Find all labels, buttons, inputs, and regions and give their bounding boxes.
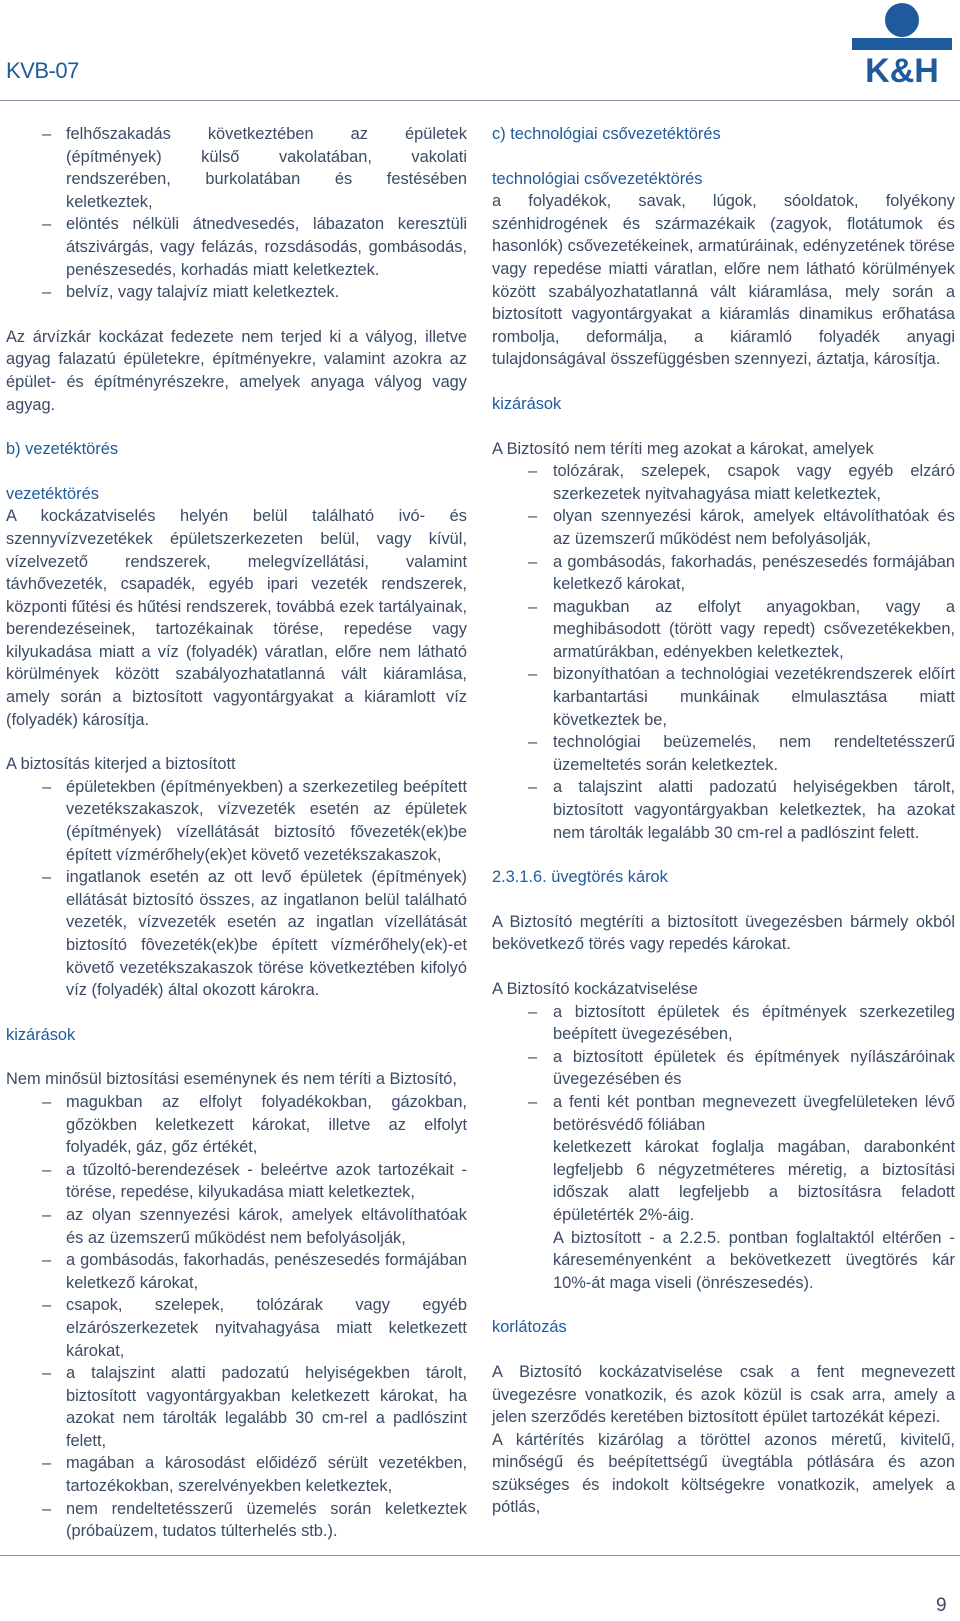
subsection-heading: vezetéktörés bbox=[6, 484, 99, 503]
document-code: KVB-07 bbox=[6, 58, 79, 83]
limitation-heading: korlátozás bbox=[492, 1318, 567, 1337]
exclusions-heading: kizárások bbox=[492, 394, 562, 413]
pipe-paragraph: A kockázatviselés helyén belül található ivó- és szennyvízvezetékek épületszerkezeten belül, vagy kívül, vízelvezető rendszerek, melegvízellátási, valamint távhővezeték, csapadék, egyéb ipari vezeték rendszerek, központi fűtési és hűtési rendszerek, továbbá ezek tartályainak, berendezéseinek, tartozékainak törése, repedése vagy kilyukadása miatt a víz (folyadék) váratlan, előre nem látható körülmények között szabályozhatatlanná vált kiáramlása, amely során a biztosított vagyontárgyakat a kiáramlott víz (folyadék) károsítja. bbox=[6, 507, 467, 729]
extends-intro: A biztosítás kiterjed a biztosított bbox=[6, 755, 236, 774]
right-column bbox=[492, 123, 955, 1519]
flood-paragraph: Az árvízkár kockázat fedezete nem terjed ki a vályog, illetve agyag falazatú épületekre, építményekre, valamint azokra az épület- és építményrészekre, amelyek anyaga vályog vagy agyag. bbox=[6, 327, 467, 414]
list-item: – a talajszint alatti padozatú helyiségekben tárolt, biztosított vagyontárgyakban keletkeztek, ha azokat nem tárolták legalább 30 cm-rel a padlószint felett. bbox=[528, 778, 955, 842]
limitation-paragraph: A kártérítés kizárólag a töröttel azonos méretű, kivitelű, minőségű és beépítettségű üvegtábla pótlására és azon szükséges és indokolt költségekre vonatkozik, amelyek a pótlás, bbox=[492, 1430, 955, 1517]
exclusions-heading: kizárások bbox=[6, 1025, 76, 1044]
list-item: – magában a károsodást előidéző sérült vezetékben, tartozékokban, szerelvényekben keletkeztek, bbox=[42, 1454, 467, 1496]
list-item: – a fenti két pontban megnevezett üvegfelületeken lévő betörésvédő fóliában bbox=[528, 1092, 955, 1134]
list-item: – az olyan szennyezési károk, amelyek eltávolíthatóak és az üzemszerű működést nem befolyásolják, bbox=[42, 1205, 467, 1247]
list-item: – ingatlanok esetén az ott levő épületek (építmények) ellátását biztosító összes, az ingatlanon belül található vezeték, vízvezeték esetén az ingatlan vízellátását biztosító fôvezeték(ek)be épített vízmérőhely(ek)-et követő vezetékszakaszok törése következtében kifolyó víz (folyadék) által okozott károkra. bbox=[42, 868, 467, 1000]
list-item: – a tűzoltó-berendezések - beleértve azok tartozékait - törése, repedése, kilyukadása miatt keletkeztek, bbox=[42, 1160, 467, 1202]
list-item: – elöntés nélküli átnedvesedés, lábazaton keresztüli átszivárgás, vagy felázás, rozsdásodás, gombásodás, penészesedés, korhadás miatt keletkeztek. bbox=[42, 215, 467, 279]
list-item: – olyan szennyezési károk, amelyek eltávolíthatóak és az üzemszerű működést nem befolyásolják, bbox=[528, 507, 955, 548]
footer-divider bbox=[0, 1555, 960, 1556]
list-item: – magukban az elfolyt folyadékokban, gázokban, gőzökben keletkezett károkat, illetve az elfolyt folyadék, gáz, gőz értékét, bbox=[42, 1092, 467, 1157]
list-item: – bizonyíthatóan a technológiai vezetékrendszerek előírt karbantartási munkáinak elmulasztása miatt következtek be, bbox=[528, 665, 955, 729]
section-heading: b) vezetéktörés bbox=[6, 440, 119, 459]
list-item: – magukban az elfolyt anyagokban, vagy a meghibásodott (törött vagy repedt) csővezetékekben, armatúrákban, edényekben keletkeztek, bbox=[528, 597, 955, 661]
list-item: – csapok, szelepek, tolózárak vagy egyéb elzárószerkezetek nyitvahagyása miatt keletkezett károkat, bbox=[42, 1296, 467, 1360]
glass-paragraph: A Biztosító megtéríti a biztosított üvegezésben bármely okból bekövetkező törés vagy repedés károkat. bbox=[492, 912, 955, 954]
section-heading: c) technológiai csővezetéktörés bbox=[492, 125, 721, 143]
section-heading: 2.3.1.6. üvegtörés károk bbox=[492, 868, 668, 887]
subsection-heading: technológiai csővezetéktörés bbox=[492, 169, 703, 188]
list-item: – a biztosított épületek és építmények szerkezetileg beépített üvegezésében, bbox=[528, 1002, 955, 1044]
list-item: – tolózárak, szelepek, csapok vagy egyéb elzáró szerkezetek nyitvahagyása miatt keletkeztek, bbox=[528, 462, 955, 503]
kh-logo bbox=[852, 2, 952, 86]
glass-intro: A Biztosító kockázatviselése bbox=[492, 980, 698, 998]
list-item: – a gombásodás, fakorhadás, penészesedés formájában keletkező károkat, bbox=[528, 552, 955, 594]
list-item: – felhőszakadás következtében az épületek (építmények) külső vakolatában, vakolati rendszerében, burkolatában és festésében keletkeztek, bbox=[42, 125, 467, 211]
list-item: – épületekben (építményekben) a szerkezetileg beépített vezetékszakaszok, vízvezeték esetén az épületek (építmények) vízellátását biztosító fővezeték(ek)be épített vízmérőhely(ek)et követő vezetékszakaszok, bbox=[42, 777, 467, 864]
tech-paragraph: a folyadékok, savak, lúgok, sóoldatok, folyékony szénhidrogének és származékaik (zagyok, flotátumok és hasonlók) csővezetékeinek, armatúráinak, edényzetének törése vagy repedése miatti váratlan, előre nem látható körülmények között szabályozhatatlanná vált kiáramlása, mely során a biztosított vagyontárgyakat a kiáramlás dinamikus erőhatása rombolja, deformálja, a kiáramló folyadék anyagi tulajdonságával összefüggésben szennyezi, áztatja, károsítja. bbox=[492, 192, 955, 369]
logo-text: K&H bbox=[865, 52, 939, 86]
list-item: – technológiai beüzemelés, nem rendeltetésszerű üzemeltetés során keletkeztek. bbox=[528, 733, 955, 774]
exclusions-intro: A Biztosító nem téríti meg azokat a károkat, amelyek bbox=[492, 439, 874, 458]
list-item: – a biztosított épületek és építmények nyílászáróinak üvegezésében és bbox=[528, 1047, 955, 1089]
glass-continuation: A biztosított - a 2.2.5. pontban foglaltaktól eltérően - káreseményenként a bekövetkezett üvegtörés kár 10%-át maga viseli (önrészesedés). bbox=[553, 1228, 955, 1292]
list-item: – a talajszint alatti padozatú helyiségekben tárolt, biztosított vagyontárgyakban keletkezett károkat, ha azokat nem tárolták legalább 30 cm-rel a padlószint felett, bbox=[42, 1364, 467, 1450]
exclusions-intro: Nem minősül biztosítási eseménynek és nem téríti a Biztosító, bbox=[6, 1070, 457, 1089]
glass-continuation: keletkezett károkat foglalja magában, darabonként legfeljebb 6 négyzetméteres méretig, a biztosítási időszak alatt legfeljebb a biztosításra feladott épületérték 2%-áig. bbox=[553, 1138, 955, 1224]
list-item: – a gombásodás, fakorhadás, penészesedés formájában keletkező károkat, bbox=[42, 1251, 467, 1292]
list-item: – belvíz, vagy talajvíz miatt keletkeztek. bbox=[42, 283, 340, 302]
list-item: – nem rendeltetésszerű üzemelés során keletkeztek (próbaüzem, tudatos túlterhelés stb.). bbox=[42, 1499, 467, 1541]
limitation-paragraph: A Biztosító kockázatviselése csak a fent megnevezett üvegezésre vonatkozik, és azok közül is csak arra, amely a jelen szerződés keretében biztosított épület tartozékát képezi. bbox=[492, 1362, 955, 1427]
page-number: 9 bbox=[936, 1595, 947, 1616]
header-divider bbox=[0, 100, 960, 101]
left-column bbox=[6, 123, 467, 1543]
